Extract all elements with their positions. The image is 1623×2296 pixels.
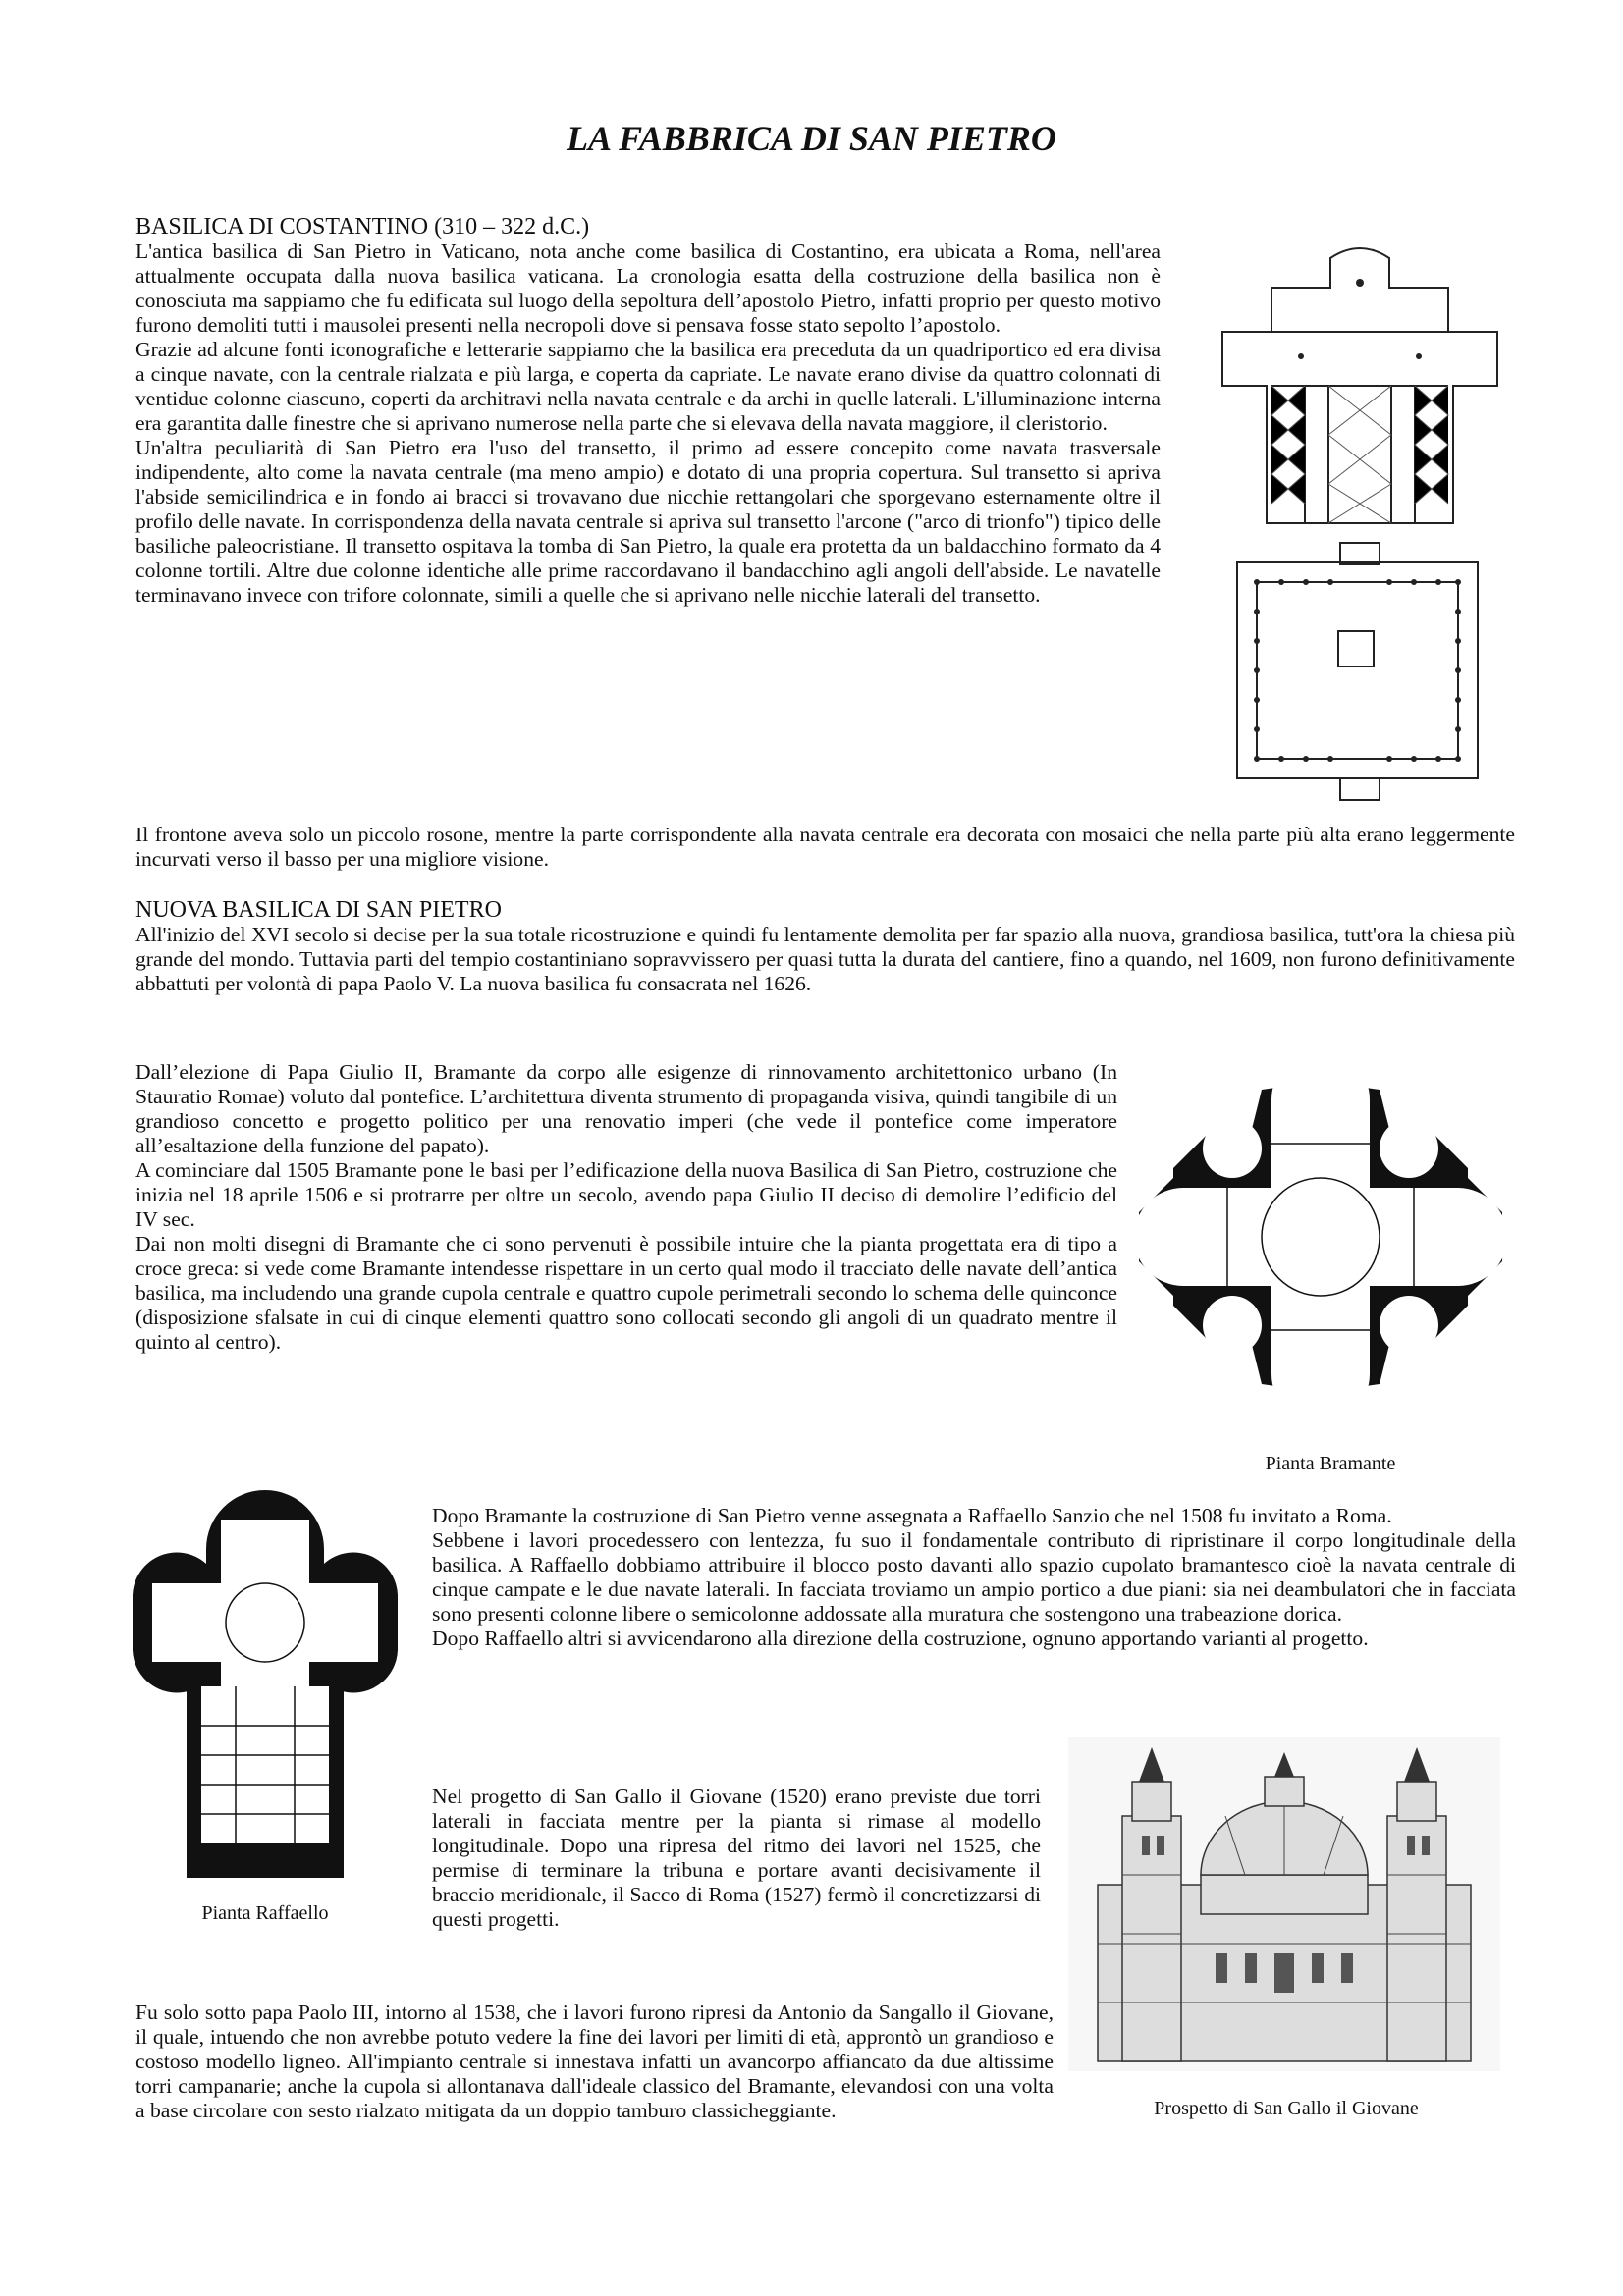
section-heading-basilica-costantino: BASILICA DI COSTANTINO (310 – 322 d.C.) bbox=[135, 214, 590, 240]
paragraph-sangallo: Nel progetto di San Gallo il Giovane (1520) erano previste due torri laterali in facciata mentre per la pianta si rimase al modello longitudinale. Dopo una ripresa del ritmo dei lavori nel 1525, che permise di terminare la tribuna e portare avanti decisivamente il braccio meridionale, il Sacco di Roma (1527) fermò il concretizzarsi di questi progetti. bbox=[432, 1785, 1041, 1931]
caption-pianta-bramante: Pianta Bramante bbox=[1265, 1453, 1396, 1474]
paragraph: Dall’elezione di Papa Giulio II, Bramante da corpo alle esigenze di rinnovamento architettonico urbano (In Stauratio Romae) voluto dal pontefice. L’architettura diventa strumento di propaganda visiva, quindi tangibile di un grandioso concetto e progetto politico per una renovatio imperi (che vede il pontefice come imperatore all’esaltazione della funzione del papato). bbox=[135, 1060, 1117, 1157]
sangallo-elevation-figure bbox=[1068, 1737, 1500, 2071]
paragraph-frontone: Il frontone aveva solo un piccolo rosone, mentre la parte corrispondente alla navata centrale era decorata con mosaici che nella parte più alta erano leggermente incurvati verso il basso per una migliore visione. bbox=[135, 823, 1515, 871]
section1-text-block bbox=[135, 240, 1161, 608]
paragraph-intro: All'inizio del XVI secolo si decise per la sua totale ricostruzione e quindi fu lentamente demolita per far spazio alla nuova, grandiosa basilica, tutt'ora la chiesa più grande del mondo. Tuttavia parti del tempio costantiniano sopravvissero per quasi tutta la durata del cantiere, fino a quando, nel 1609, non furono definitivamente abbattuti per volontà di papa Paolo V. La nuova basilica fu consacrata nel 1626. bbox=[135, 923, 1515, 995]
section-heading-nuova-basilica: NUOVA BASILICA DI SAN PIETRO bbox=[135, 897, 502, 923]
caption-pianta-raffaello: Pianta Raffaello bbox=[201, 1902, 329, 1924]
paragraph: A cominciare dal 1505 Bramante pone le basi per l’edificazione della nuova Basilica di San Pietro, costruzione che inizia nel 18 aprile 1506 e si protrarre per oltre un secolo, avendo papa Giulio II deciso di demolire l’edificio del IV sec. bbox=[135, 1158, 1117, 1231]
paragraph: Grazie ad alcune fonti iconografiche e letterarie sappiamo che la basilica era preceduta da un quadriportico ed era divisa a cinque navate, con la centrale rialzata e più larga, e coperta da capriate. Le navate erano divise da quattro colonnati di ventidue colonne ciascuno, coperti da architravi nella navata centrale e da archi in quelle laterali. L'illuminazione interna era garantita dalle finestre che si aprivano numerose nella parte che si elevava della navata maggiore, il cleristorio. bbox=[135, 338, 1161, 435]
constantine-basilica-plan-figure bbox=[1203, 239, 1515, 811]
caption-prospetto-sangallo: Prospetto di San Gallo il Giovane bbox=[1154, 2098, 1419, 2119]
paragraph: Dai non molti disegni di Bramante che ci sono pervenuti è possibile intuire che la pianta progettata era di tipo a croce greca: si vede come Bramante intendesse rispettare in un certo qual modo il tracciato delle navate dell’antica basilica, ma includendo una grande cupola centrale e quattro cupole perimetrali secondo lo schema delle quinconce (disposizione sfalsate in cui di cinque elementi quattro sono collocati secondo gli angoli di un quadrato mentre il quinto al centro). bbox=[135, 1232, 1117, 1354]
paragraph: Dopo Bramante la costruzione di San Pietro venne assegnata a Raffaello Sanzio che nel 1508 fu invitato a Roma. bbox=[432, 1504, 1392, 1527]
raffaello-plan-figure bbox=[133, 1490, 398, 1883]
bramante-plan-figure bbox=[1139, 1055, 1502, 1418]
paragraph: Un'altra peculiarità di San Pietro era l'uso del transetto, il primo ad essere concepito come navata trasversale indipendente, alto come la navata centrale (ma meno ampio) e dotato di una propria copertura. Sul transetto si apriva l'abside semicilindrica e in fondo ai bracci si trovavano due nicchie rettangolari che sporgevano esternamente oltre il profilo delle navate. In corrispondenza della navata centrale si apriva sul transetto l'arcone ("arco di trionfo") tipico delle basiliche paleocristiane. Il transetto ospitava la tomba di San Pietro, la quale era protetta da un baldacchino formato da 4 colonne tortili. Altre due colonne identiche alle prime raccordavano il bandacchino agli angoli dell'abside. Le navatelle terminavano invece con trifore colonnate, simili a quelle che si aprivano nelle nicchie laterali del transetto. bbox=[135, 436, 1161, 607]
paragraph-paolo-iii: Fu solo sotto papa Paolo III, intorno al 1538, che i lavori furono ripresi da Antonio da Sangallo il Giovane, il quale, intuendo che non avrebbe potuto vedere la fine dei lavori per limiti di età, approntò un grandioso e costoso modello ligneo. All'impianto centrale si innestava infatti un avancorpo affiancato da due altissime torri campanarie; anche la cupola si allontanava dall'ideale classico del Bramante, elevandosi con una volta a base circolare con sesto rialzato mitigata da un doppio tamburo classicheggiante. bbox=[135, 2001, 1054, 2122]
paragraph: L'antica basilica di San Pietro in Vaticano, nota anche come basilica di Costantino, era ubicata a Roma, nell'area attualmente occupata dalla nuova basilica vaticana. La cronologia esatta della costruzione della basilica non è conosciuta ma sappiamo che fu edificata sul luogo della sepoltura dell’apostolo Pietro, infatti proprio per questo motivo furono demoliti tutti i mausolei presenti nella necropoli dove si pensava fosse stato sepolto l’apostolo. bbox=[135, 240, 1161, 337]
raffaello-text-block bbox=[432, 1504, 1516, 1651]
document-title: LA FABBRICA DI SAN PIETRO bbox=[567, 119, 1056, 158]
paragraph: Dopo Raffaello altri si avvicendarono alla direzione della costruzione, ognuno apportando varianti al progetto. bbox=[432, 1627, 1369, 1650]
paragraph: Sebbene i lavori procedessero con lentezza, fu suo il fondamentale contributo di ripristinare il corpo longitudinale della basilica. A Raffaello dobbiamo attribuire il blocco posto davanti allo spazio cupolato bramantesco cioè la navata centrale di cinque campate e le due navate laterali. In facciata troviamo un ampio portico a due piani: sia nei deambulatori che in facciata sono presenti colonne libere o semicolonne addossate alla muratura che sostengono una trabeazione dorica. bbox=[432, 1528, 1516, 1626]
bramante-text-block bbox=[135, 1060, 1117, 1355]
